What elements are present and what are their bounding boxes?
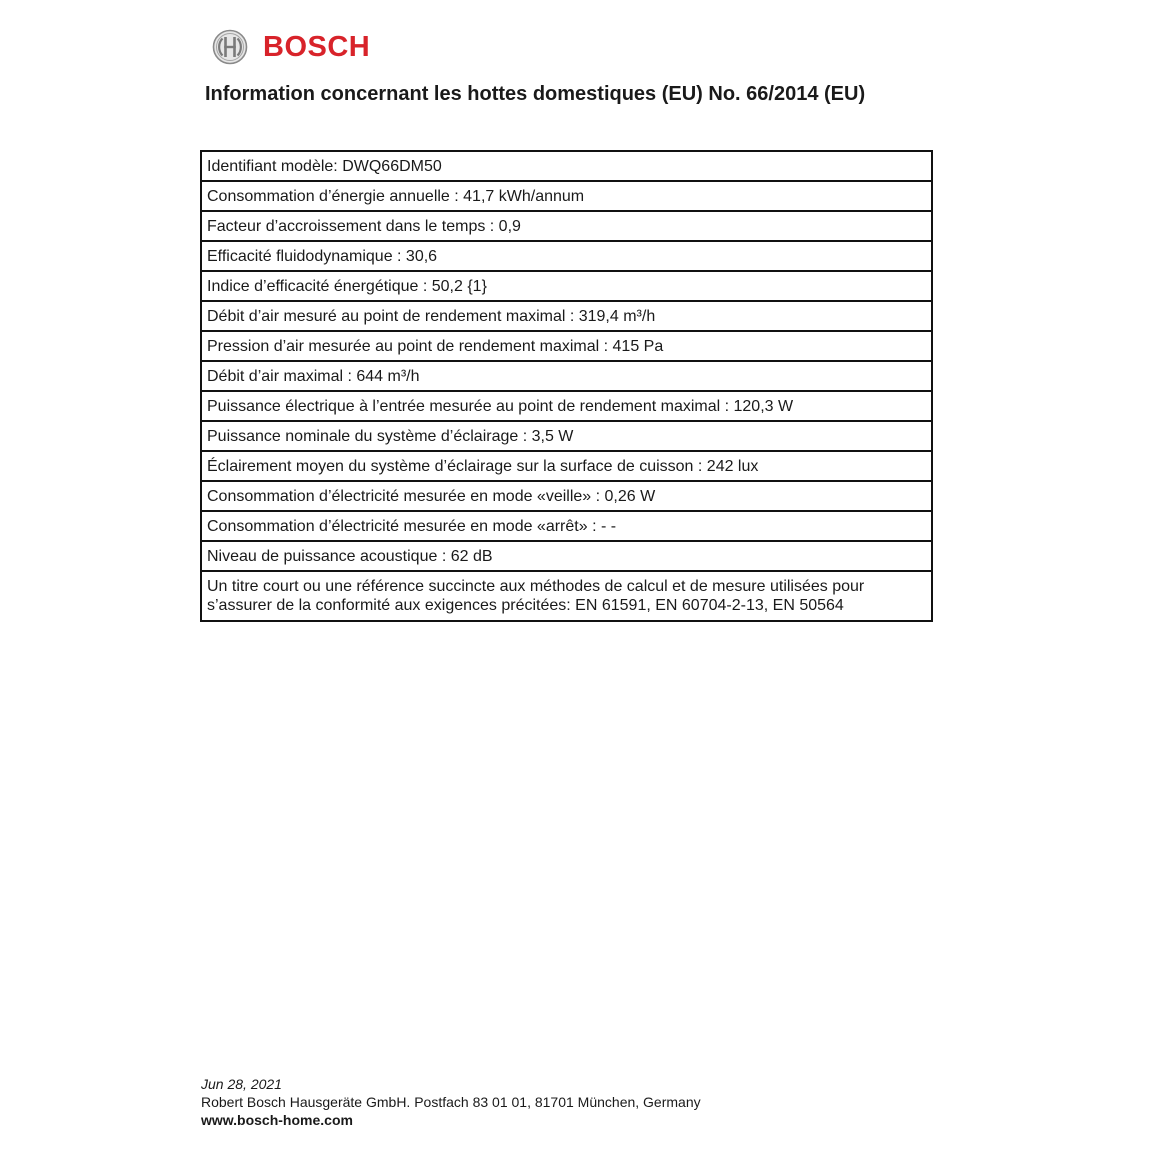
standards-note-line-2: s’assurer de la conformité aux exigences précitées: EN 61591, EN 60704-2-13, EN 50564	[207, 597, 844, 614]
footer-date: Jun 28, 2021	[201, 1076, 282, 1092]
bosch-armature-icon	[212, 29, 248, 65]
spec-row	[201, 421, 932, 451]
document-title: Information concernant les hottes domestiques (EU) No. 66/2014 (EU)	[205, 83, 866, 105]
spec-standards-note	[201, 571, 932, 621]
standards-note-line-1: Un titre court ou une référence succincte aux méthodes de calcul et de mesure utilisées pour	[207, 578, 865, 595]
spec-row	[201, 511, 932, 541]
spec-annual-energy: Consommation d’énergie annuelle : 41,7 kWh/annum	[201, 181, 932, 211]
spec-row	[201, 361, 932, 391]
spec-row	[201, 571, 932, 621]
spec-row	[201, 541, 932, 571]
spec-row	[201, 271, 932, 301]
spec-row	[201, 241, 932, 271]
specification-table	[200, 150, 933, 622]
spec-max-airflow: Débit d’air maximal : 644 m³/h	[201, 361, 932, 391]
footer-website: www.bosch-home.com	[201, 1112, 353, 1128]
spec-row	[201, 181, 932, 211]
spec-air-pressure-best-point: Pression d’air mesurée au point de rendement maximal : 415 Pa	[201, 331, 932, 361]
spec-row	[201, 301, 932, 331]
spec-acoustic-power: Niveau de puissance acoustique : 62 dB	[201, 541, 932, 571]
brand-logo	[212, 26, 370, 68]
spec-model-identifier: Identifiant modèle: DWQ66DM50	[201, 151, 932, 181]
spec-average-illumination: Éclairement moyen du système d’éclairage sur la surface de cuisson : 242 lux	[201, 451, 932, 481]
spec-fluid-dynamic-efficiency: Efficacité fluidodynamique : 30,6	[201, 241, 932, 271]
spec-row	[201, 211, 932, 241]
spec-row	[201, 481, 932, 511]
spec-off-mode-consumption: Consommation d’électricité mesurée en mode «arrêt» : - -	[201, 511, 932, 541]
footer	[201, 1075, 701, 1129]
footer-address: Robert Bosch Hausgeräte GmbH. Postfach 83 01 01, 81701 München, Germany	[201, 1094, 701, 1110]
spec-row	[201, 151, 932, 181]
spec-time-increase-factor: Facteur d’accroissement dans le temps : 0,9	[201, 211, 932, 241]
spec-energy-efficiency-index: Indice d’efficacité énergétique : 50,2 {1}	[201, 271, 932, 301]
spec-row	[201, 451, 932, 481]
brand-name: BOSCH	[263, 31, 371, 63]
spec-row	[201, 391, 932, 421]
spec-row	[201, 331, 932, 361]
spec-airflow-best-point: Débit d’air mesuré au point de rendement maximal : 319,4 m³/h	[201, 301, 932, 331]
spec-standby-consumption: Consommation d’électricité mesurée en mode «veille» : 0,26 W	[201, 481, 932, 511]
spec-electric-power-input: Puissance électrique à l’entrée mesurée au point de rendement maximal : 120,3 W	[201, 391, 932, 421]
spec-lighting-power: Puissance nominale du système d’éclairage : 3,5 W	[201, 421, 932, 451]
